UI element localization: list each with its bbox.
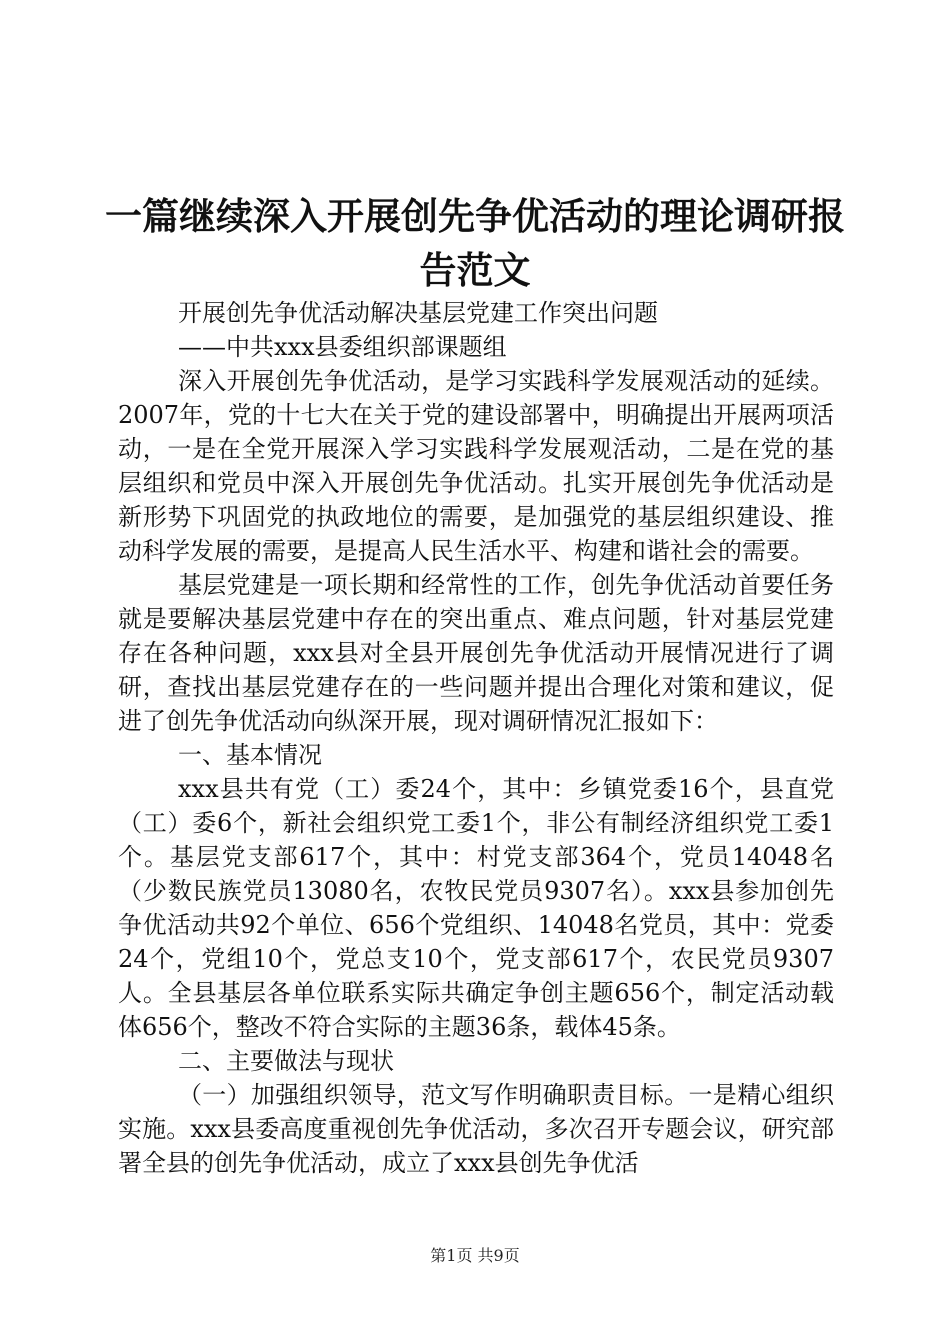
section-heading: 二、主要做法与现状 — [178, 1047, 394, 1075]
page-number: 第1页 共9页 — [430, 1246, 520, 1265]
document-title-line-2: 告范文 — [419, 249, 531, 292]
section-heading: 一、基本情况 — [178, 741, 322, 769]
paragraph: 深入开展创先争优活动，是学习实践科学发展观活动的延续。2007年，党的十七大在关于党的建设部署中，明确提出开展两项活动，一是在全党开展深入学习实践科学发展观活动，二是在党的基层组织和党员中深入开展创先争优活动。扎实开展创先争优活动是新形势下巩固党的执政地位的需要，是加强党的基层组织建设、推动科学发展的需要，是提高人民生活水平、构建和谐社会的需要。 — [118, 367, 834, 565]
author-line: ——中共xxx县委组织部课题组 — [178, 333, 507, 361]
paragraph: 基层党建是一项长期和经常性的工作，创先争优活动首要任务就是要解决基层党建中存在的突出重点、难点问题，针对基层党建存在各种问题，xxx县对全县开展创先争优活动开展情况进行了调研，查找出基层党建存在的一些问题并提出合理化对策和建议，促进了创先争优活动向纵深开展，现对调研情况汇报如下： — [118, 571, 834, 735]
subtitle: 开展创先争优活动解决基层党建工作突出问题 — [178, 299, 658, 327]
document-body — [118, 296, 834, 1180]
paragraph: xxx县共有党（工）委24个，其中：乡镇党委16个，县直党（工）委6个，新社会组织党工委1个，非公有制经济组织党工委1个。基层党支部617个，其中：村党支部364个，党员14048名（少数民族党员13080名，农牧民党员9307名）。xxx县参加创先争优活动共92个单位、656个党组织、14048名党员，其中：党委24个，党组10个，党总支10个，党支部617个，农民党员9307人。全县基层各单位联系实际共确定争创主题656个，制定活动载体656个，整改不符合实际的主题36条，载体45条。 — [118, 775, 834, 1041]
paragraph: （一）加强组织领导，范文写作明确职责目标。一是精心组织实施。xxx县委高度重视创先争优活动，多次召开专题会议，研究部署全县的创先争优活动，成立了xxx县创先争优活 — [118, 1081, 834, 1177]
document-title-line-1: 一篇继续深入开展创先争优活动的理论调研报 — [105, 195, 845, 238]
